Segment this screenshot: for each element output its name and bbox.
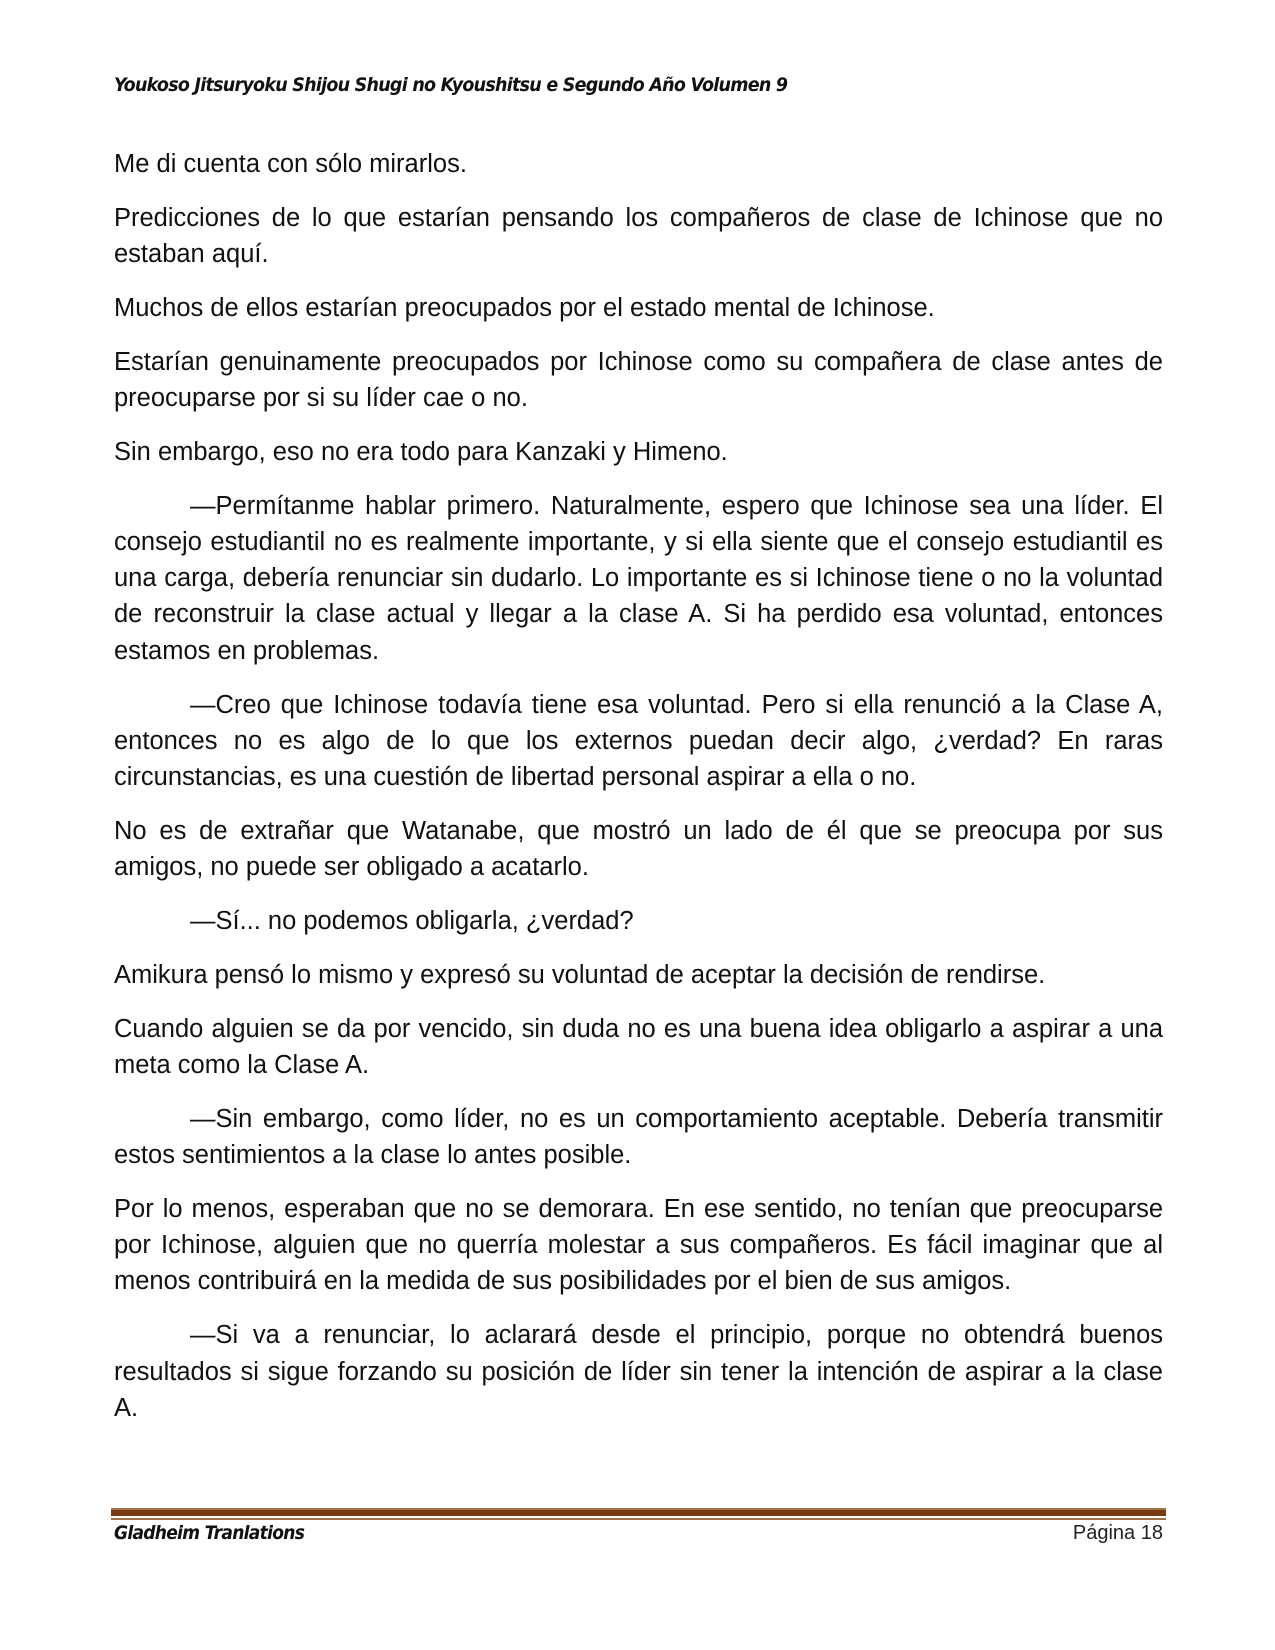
- running-header: Youkoso Jitsuryoku Shijou Shugi no Kyoushitsu e Segundo Año Volumen 9: [114, 74, 788, 96]
- paragraph: Amikura pensó lo mismo y expresó su voluntad de aceptar la decisión de rendirse.: [114, 960, 1046, 989]
- dialogue-paragraph: —Sin embargo, como líder, no es un comportamiento aceptable. Debería transmitir estos sentimientos a la clase lo antes posible.: [114, 1104, 1163, 1170]
- footer-rule-thick: [111, 1510, 1166, 1516]
- dialogue-paragraph: —Si va a renunciar, lo aclarará desde el principio, porque no obtendrá buenos resultados si sigue forzando su posición de líder sin tener la intención de aspirar a la clase A.: [114, 1321, 1163, 1422]
- paragraph: Me di cuenta con sólo mirarlos.: [114, 150, 467, 178]
- paragraph: Sin embargo, eso no era todo para Kanzaki y Himeno.: [114, 437, 728, 466]
- page-number: [1073, 1522, 1163, 1545]
- footer-rule-thin-bottom: [111, 1518, 1166, 1520]
- paragraph: Muchos de ellos estarían preocupados por el estado mental de Ichinose.: [114, 293, 935, 322]
- footer-credit: Gladheim Tranlations: [114, 1522, 305, 1544]
- paragraph: Por lo menos, esperaban que no se demorara. En ese sentido, no tenían que preocuparse por Ichinose, alguien que no querría molestar a sus compañeros. Es fácil imaginar que al menos contribuirá en la medida de sus posibilidades por el bien de sus amigos.: [114, 1194, 1163, 1296]
- page-body: [114, 146, 1163, 1444]
- page-number-value: 18: [1140, 1522, 1163, 1544]
- paragraph: Estarían genuinamente preocupados por Ichinose como su compañera de clase antes de preocuparse por si su líder cae o no.: [114, 347, 1163, 412]
- paragraph: No es de extrañar que Watanabe, que mostró un lado de él que se preocupa por sus amigos, no puede ser obligado a acatarlo.: [114, 816, 1163, 882]
- dialogue-paragraph: —Sí... no podemos obligarla, ¿verdad?: [190, 907, 634, 936]
- paragraph: Predicciones de lo que estarían pensando los compañeros de clase de Ichinose que no estaban aquí.: [114, 203, 1163, 269]
- dialogue-paragraph: —Creo que Ichinose todavía tiene esa voluntad. Pero si ella renunció a la Clase A, entonces no es algo de lo que los externos puedan decir algo, ¿verdad? En raras circunstancias, es una cuestión de libertad personal aspirar a ella o no.: [114, 690, 1163, 792]
- page-label: Página: [1072, 1522, 1136, 1544]
- dialogue-paragraph: —Permítanme hablar primero. Naturalmente, espero que Ichinose sea una líder. El consejo estudiantil no es realmente importante, y si ella siente que el consejo estudiantil es una carga, debería renunciar sin dudarlo. Lo importante es si Ichinose tiene o no la voluntad de reconstruir la clase actual y llegar a la clase A. Si ha perdido esa voluntad, entonces estamos en problemas.: [114, 491, 1163, 665]
- paragraph: Cuando alguien se da por vencido, sin duda no es una buena idea obligarlo a aspirar a una meta como la Clase A.: [114, 1014, 1163, 1079]
